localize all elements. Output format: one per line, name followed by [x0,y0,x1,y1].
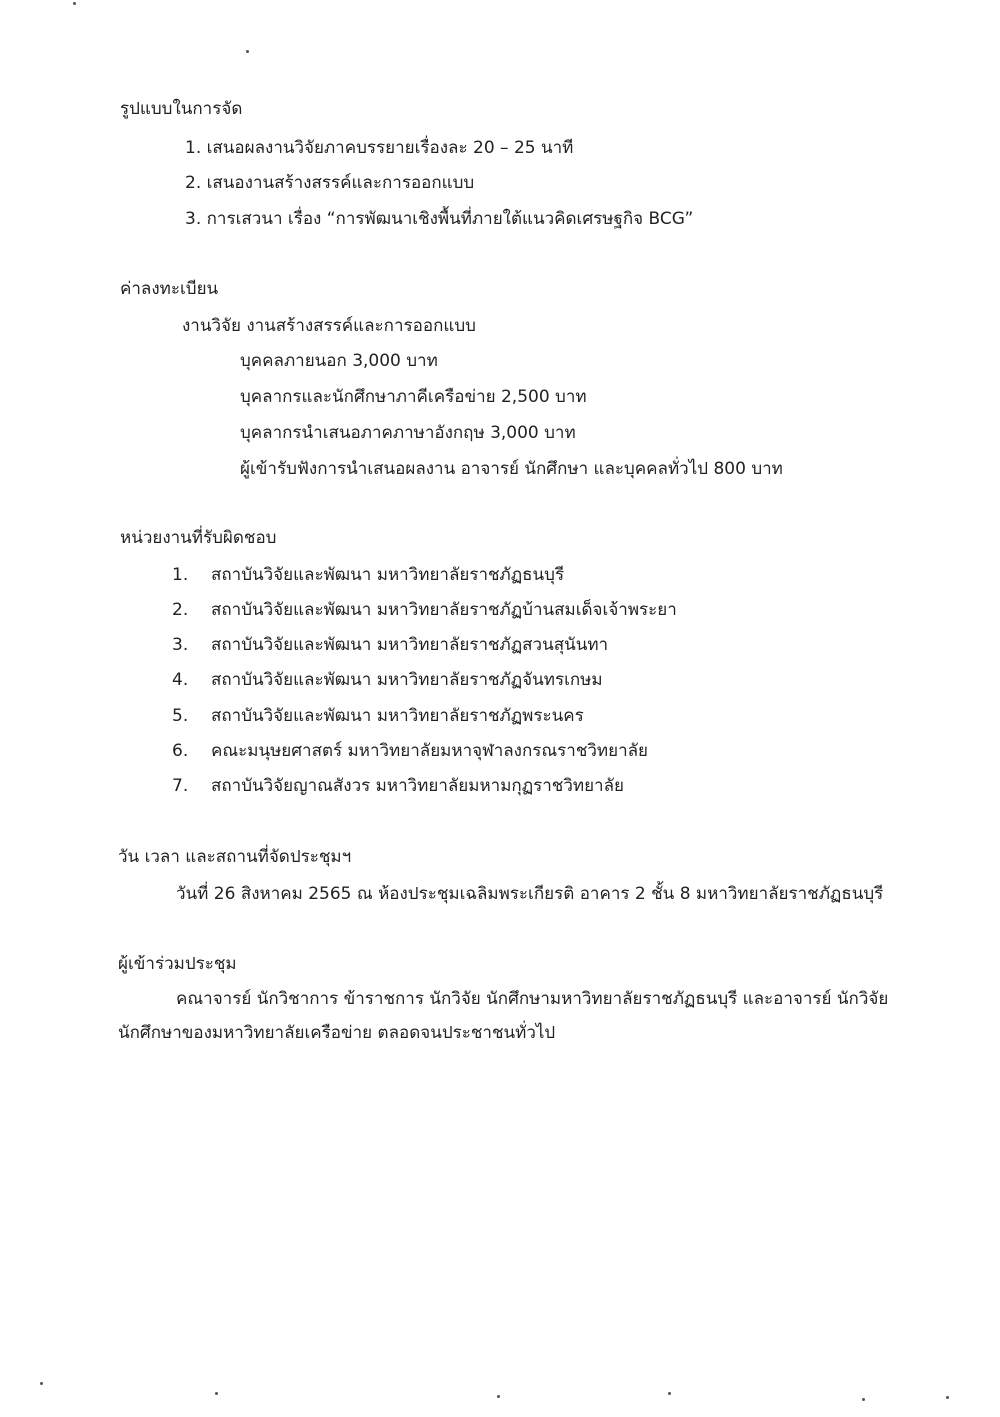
unit-text-6: คณะมนุษยศาสตร์ มหาวิทยาลัยมหาจุฬาลงกรณราชวิทยาลัย [211,741,649,761]
fees-subheading: งานวิจัย งานสร้างสรรค์และการออกแบบ [182,316,476,336]
scan-speck [215,1392,218,1395]
unit-number-7: 7. [172,776,189,796]
format-item-1: 1. เสนอผลงานวิจัยภาคบรรยายเรื่องละ 20 – 25 นาที [185,138,574,158]
unit-text-5: สถาบันวิจัยและพัฒนา มหาวิทยาลัยราชภัฏพระนคร [211,706,584,726]
unit-number-6: 6. [172,741,189,761]
schedule-text: วันที่ 26 สิงหาคม 2565 ณ ห้องประชุมเฉลิมพระเกียรติ อาคาร 2 ชั้น 8 มหาวิทยาลัยราชภัฏธนบุรี [176,884,884,904]
fee-item-4: ผู้เข้ารับฟังการนำเสนอผลงาน อาจารย์ นักศึกษา และบุคคลทั่วไป 800 บาท [240,459,783,479]
fee-item-2: บุคลากรและนักศึกษาภาคีเครือข่าย 2,500 บาท [240,387,587,407]
fee-item-1: บุคคลภายนอก 3,000 บาท [240,351,438,371]
section-heading-units: หน่วยงานที่รับผิดชอบ [120,528,277,548]
unit-number-1: 1. [172,565,189,585]
unit-number-2: 2. [172,600,189,620]
participants-line-1: คณาจารย์ นักวิชาการ ข้าราชการ นักวิจัย นักศึกษามหาวิทยาลัยราชภัฏธนบุรี และอาจารย์ นักวิจัย [176,989,889,1009]
fee-item-3: บุคลากรนำเสนอภาคภาษาอังกฤษ 3,000 บาท [240,423,576,443]
section-heading-schedule: วัน เวลา และสถานที่จัดประชุมฯ [118,847,352,867]
format-item-3: 3. การเสวนา เรื่อง “การพัฒนาเชิงพื้นที่ภายใต้แนวคิดเศรษฐกิจ BCG” [185,209,694,229]
scan-speck [40,1382,43,1385]
section-heading-participants: ผู้เข้าร่วมประชุม [118,954,237,974]
unit-text-7: สถาบันวิจัยญาณสังวร มหาวิทยาลัยมหามกุฏราชวิทยาลัย [211,776,624,796]
scan-speck [497,1395,500,1398]
participants-line-2: นักศึกษาของมหาวิทยาลัยเครือข่าย ตลอดจนประชาชนทั่วไป [118,1023,556,1043]
unit-number-3: 3. [172,635,189,655]
scan-speck [246,50,249,53]
format-item-2: 2. เสนองานสร้างสรรค์และการออกแบบ [185,173,475,193]
unit-text-4: สถาบันวิจัยและพัฒนา มหาวิทยาลัยราชภัฏจันทรเกษม [211,670,603,690]
section-heading-format: รูปแบบในการจัด [120,99,243,119]
unit-text-1: สถาบันวิจัยและพัฒนา มหาวิทยาลัยราชภัฏธนบุรี [211,565,565,585]
unit-number-4: 4. [172,670,189,690]
section-heading-fees: ค่าลงทะเบียน [120,279,219,299]
unit-text-2: สถาบันวิจัยและพัฒนา มหาวิทยาลัยราชภัฏบ้านสมเด็จเจ้าพระยา [211,600,677,620]
scan-speck [946,1396,949,1399]
scan-speck [668,1392,671,1395]
scan-speck [73,2,76,5]
unit-text-3: สถาบันวิจัยและพัฒนา มหาวิทยาลัยราชภัฏสวนสุนันทา [211,635,609,655]
scan-speck [862,1398,865,1401]
unit-number-5: 5. [172,706,189,726]
